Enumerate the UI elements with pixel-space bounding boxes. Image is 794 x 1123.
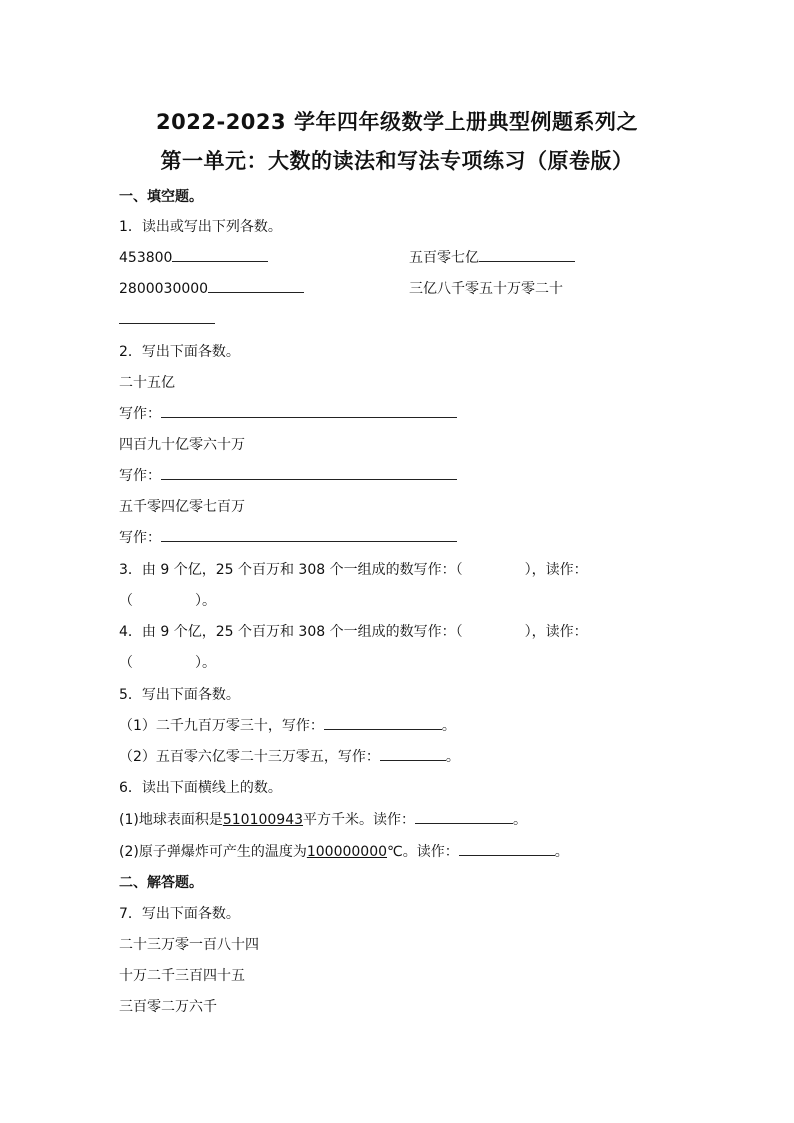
question-7-item-1: 二十三万零一百八十四	[119, 937, 259, 953]
sub-2-suffix: ℃。读作：	[387, 844, 459, 860]
writing-label: 写作：	[119, 406, 161, 422]
question-1-item-a	[119, 249, 268, 267]
title-line-1: 2022-2023 学年四年级数学上册典型例题系列之	[156, 110, 638, 134]
question-1-item-d-blank	[119, 311, 215, 329]
open-paren: （	[119, 655, 133, 671]
question-1-stem: 1．读出或写出下列各数。	[119, 219, 282, 235]
section-2-heading: 二、解答题。	[119, 875, 203, 891]
question-1-item-b	[409, 249, 575, 267]
close-paren: ）。	[195, 655, 216, 671]
question-4-text: 4．由 9 个亿，25 个百万和 308 个一组成的数写作：（	[119, 624, 463, 640]
period: 。	[513, 812, 528, 828]
sub-1-suffix: 平方千米。读作：	[303, 812, 416, 828]
question-3-read-label: ），读作：	[524, 562, 588, 578]
answer-blank[interactable]	[459, 843, 555, 856]
question-4-reading	[119, 654, 216, 672]
question-4-read-label: ），读作：	[524, 624, 588, 640]
sub-1-prefix: (1)地球表面积是	[119, 812, 223, 828]
question-6-sub-1	[119, 811, 527, 829]
question-7-item-3: 三百零二万六千	[119, 999, 217, 1015]
underlined-number: 100000000	[306, 844, 388, 860]
question-2-stem: 2．写出下面各数。	[119, 344, 240, 360]
question-6-stem: 6．读出下面横线上的数。	[119, 780, 282, 796]
question-2-item-1: 二十五亿	[119, 375, 175, 391]
period: 。	[445, 749, 460, 765]
sub-2-text: （2）五百零六亿零二十三万零五，写作：	[119, 749, 380, 765]
underlined-number: 510100943	[222, 812, 304, 828]
question-3-stem	[119, 561, 588, 579]
answer-blank[interactable]	[161, 467, 457, 480]
question-1-item-c	[119, 280, 304, 298]
item-b-words: 五百零七亿	[409, 250, 479, 266]
answer-blank[interactable]	[380, 748, 446, 761]
sub-1-text: （1）二千九百万零三十，写作：	[119, 718, 324, 734]
question-2-writing-2	[119, 467, 457, 485]
answer-blank[interactable]	[161, 405, 457, 418]
question-5-sub-1	[119, 717, 456, 735]
item-c-number: 2800030000	[119, 281, 209, 297]
question-5-stem: 5．写出下面各数。	[119, 687, 240, 703]
question-3-reading	[119, 592, 216, 610]
answer-blank[interactable]	[119, 311, 215, 324]
writing-label: 写作：	[119, 468, 161, 484]
question-6-sub-2	[119, 843, 569, 861]
question-7-item-2: 十万二千三百四十五	[119, 968, 245, 984]
question-2-writing-1	[119, 405, 457, 423]
answer-blank[interactable]	[479, 249, 575, 262]
question-2-item-3: 五千零四亿零七百万	[119, 499, 245, 515]
writing-label: 写作：	[119, 530, 161, 546]
answer-blank[interactable]	[208, 280, 304, 293]
period: 。	[441, 718, 456, 734]
answer-blank[interactable]	[415, 811, 513, 824]
open-paren: （	[119, 593, 133, 609]
period: 。	[554, 844, 569, 860]
item-a-number: 453800	[119, 250, 173, 266]
section-1-heading: 一、填空题。	[119, 189, 203, 205]
question-7-stem: 7．写出下面各数。	[119, 906, 240, 922]
close-paren: ）。	[195, 593, 216, 609]
question-2-writing-3	[119, 529, 457, 547]
question-2-item-2: 四百九十亿零六十万	[119, 437, 245, 453]
title-line-2: 第一单元：大数的读法和写法专项练习（原卷版）	[160, 149, 634, 173]
question-3-text: 3．由 9 个亿，25 个百万和 308 个一组成的数写作：（	[119, 562, 463, 578]
answer-blank[interactable]	[324, 717, 442, 730]
question-5-sub-2	[119, 748, 460, 766]
question-1-item-d: 三亿八千零五十万零二十	[409, 281, 563, 297]
sub-2-prefix: (2)原子弹爆炸可产生的温度为	[119, 844, 307, 860]
answer-blank[interactable]	[161, 529, 457, 542]
answer-blank[interactable]	[172, 249, 268, 262]
question-4-stem	[119, 623, 588, 641]
